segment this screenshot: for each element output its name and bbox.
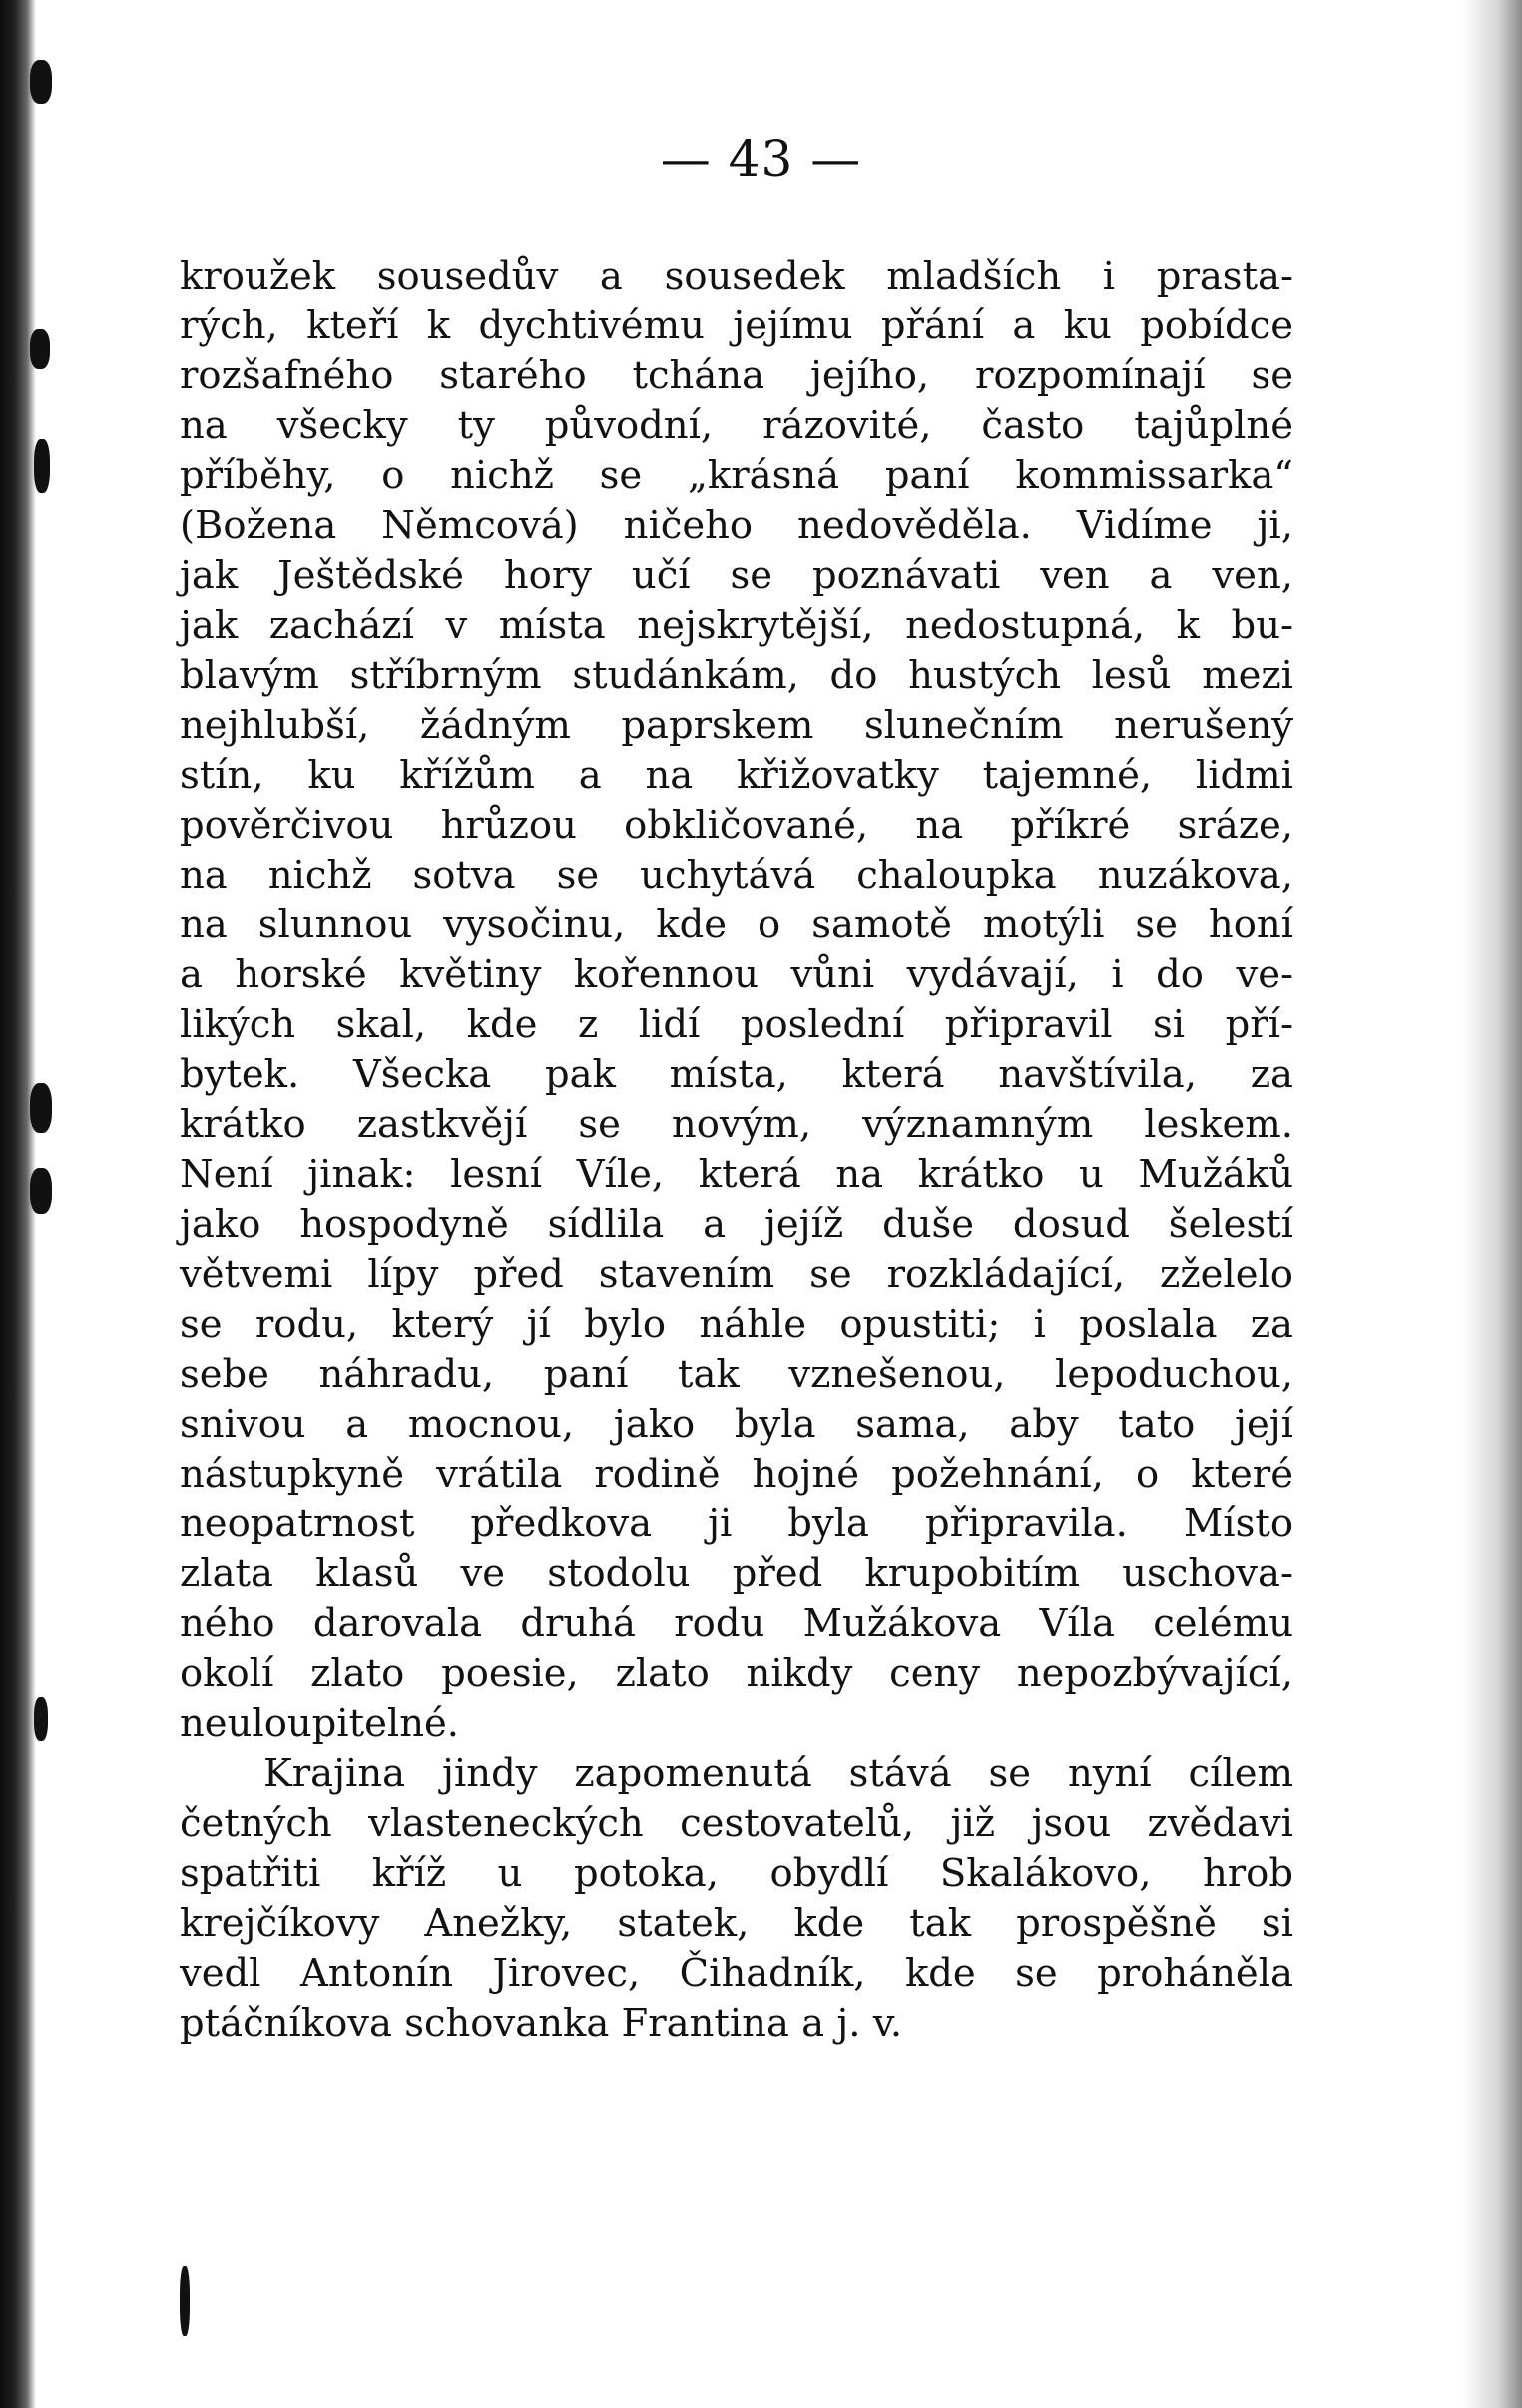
text-line: neuloupitelné. [180,1701,460,1746]
text-line: bytek. Všecka pak místa, která navštívila, za [180,1052,1293,1097]
binding-fleck [30,1083,52,1133]
text-line: rozšafného starého tchána jejího, rozpomínají se [180,353,1293,398]
body-text [180,252,1293,2049]
text-line: sebe náhradu, paní tak vznešenou, lepoduchou, [180,1352,1293,1397]
text-line: spatřiti kříž u potoka, obydlí Skalákovo, hrob [180,1851,1293,1896]
text-line: ného darovala druhá rodu Mužákova Víla celému [180,1601,1293,1646]
binding-fleck [34,439,50,493]
text-line: četných vlasteneckých cestovatelů, již jsou zvědavi [180,1801,1293,1846]
binding-fleck [34,1697,48,1741]
text-line: neopatrnost předkova ji byla připravila. Místo [180,1502,1293,1546]
text-line: rých, kteří k dychtivému jejímu přání a ku pobídce [180,303,1293,348]
text-line: pověrčivou hrůzou obkličované, na příkré sráze, [180,803,1293,848]
text-line: se rodu, který jí bylo náhle opustiti; i poslala za [180,1302,1293,1347]
text-line: krátko zastkvějí se novým, významným leskem. [180,1102,1293,1147]
text-line: Není jinak: lesní Víle, která na krátko u Mužáků [180,1152,1293,1197]
text-line: (Božena Němcová) ničeho nedověděla. Vidíme ji, [180,503,1293,548]
text-line: na všecky ty původní, rázovité, často tajůplné [180,403,1293,448]
text-line: kroužek sousedův a sousedek mladších i prasta- [180,254,1293,299]
text-line: likých skal, kde z lidí poslední připravil si pří- [180,1002,1293,1047]
text-line: snivou a mocnou, jako byla sama, aby tato její [180,1402,1293,1447]
binding-fleck [30,1168,52,1214]
page-number: — 43 — [660,130,862,188]
text-line: větvemi lípy před stavením se rozkládající, zželelo [180,1252,1293,1297]
text-line: jak zachází v místa nejskrytější, nedostupná, k bu- [180,603,1293,648]
text-line: okolí zlato poesie, zlato nikdy ceny nepozbývající, [180,1651,1293,1696]
text-line: jak Ještědské hory učí se poznávati ven a ven, [180,553,1293,598]
binding-fleck [30,60,52,104]
text-line: na nichž sotva se uchytává chaloupka nuzákova, [180,853,1293,898]
binding-fleck [180,2266,190,2336]
text-line: zlata klasů ve stodolu před krupobitím uschova- [180,1551,1293,1596]
paragraph-first-line: Krajina jindy zapomenutá stává se nyní cílem [263,1751,1293,1796]
text-line: ptáčníkova schovanka Frantina a j. v. [180,2001,903,2046]
text-line: krejčíkovy Anežky, statek, kde tak prospěšně si [180,1901,1293,1946]
right-edge-shadow [1462,0,1522,2408]
text-line: nejhlubší, žádným paprskem slunečním nerušený [180,703,1293,748]
text-line: na slunnou vysočinu, kde o samotě motýli se honí [180,903,1293,947]
binding-fleck [30,329,50,369]
text-line: a horské květiny kořennou vůni vydávají, i do ve- [180,952,1293,997]
text-line: nástupkyně vrátila rodině hojné požehnání, o které [180,1452,1293,1497]
text-line: příběhy, o nichž se „krásná paní kommissarka“ [180,453,1293,498]
text-line: blavým stříbrným studánkám, do hustých lesů mezi [180,653,1293,698]
text-line: stín, ku křížům a na křižovatky tajemné, lidmi [180,753,1293,798]
text-line: jako hospodyně sídlila a jejíž duše dosud šelestí [180,1202,1293,1247]
text-line: vedl Antonín Jirovec, Čihadník, kde se proháněla [180,1951,1293,1996]
